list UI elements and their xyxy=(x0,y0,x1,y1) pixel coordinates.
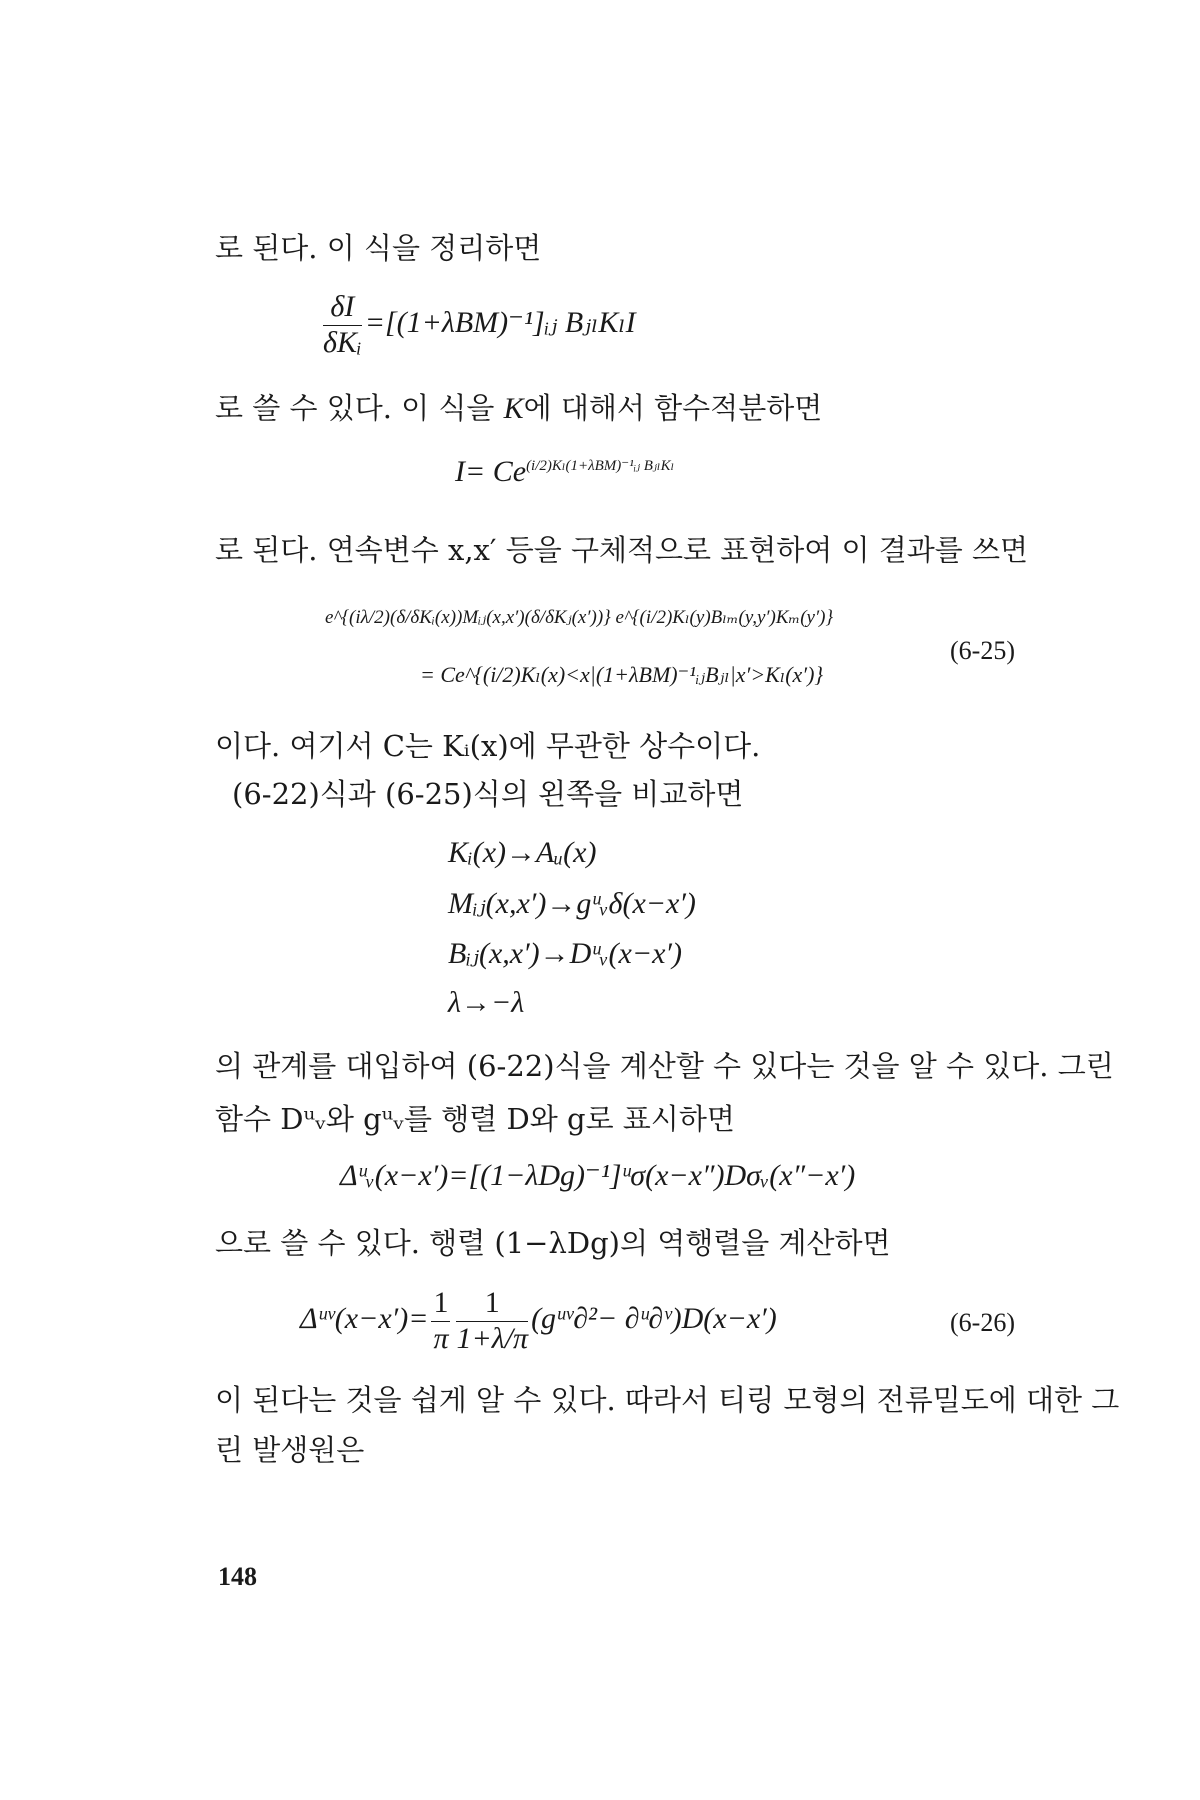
equation-1-denominator: δKᵢ xyxy=(323,325,362,359)
text-line-8: 으로 쓸 수 있다. 행렬 (1−λDg)의 역행렬을 계산하면 xyxy=(215,1226,891,1260)
equation-5-fraction-2-numerator: 1 xyxy=(456,1286,528,1322)
text-line-3: 로 된다. 연속변수 x,x′ 등을 구체적으로 표현하여 이 결과를 쓰면 xyxy=(215,533,1029,567)
equation-1 xyxy=(320,290,636,360)
text-line-10: 린 발생원은 xyxy=(215,1433,365,1467)
text-line-9: 이 된다는 것을 쉽게 알 수 있다. 따라서 티링 모형의 전류밀도에 대한 그 xyxy=(215,1383,1120,1417)
page-number: 148 xyxy=(218,1562,257,1591)
equation-5-fraction-2-denominator: 1+λ/π xyxy=(456,1321,529,1355)
equation-2 xyxy=(455,455,674,489)
text-line-5: (6-22)식과 (6-25)식의 왼쪽을 비교하면 xyxy=(232,777,744,811)
equation-5-fraction-2 xyxy=(456,1286,528,1356)
text-line-2-part-a: 로 쓸 수 있다. 이 식을 xyxy=(215,391,504,425)
text-line-6: 의 관계를 대입하여 (6-22)식을 계산할 수 있다는 것을 알 수 있다. 그린 xyxy=(215,1049,1114,1083)
equation-5-number: (6-26) xyxy=(950,1308,1015,1337)
equation-1-fraction xyxy=(323,290,362,360)
text-line-2-part-c: 에 대해서 함수적분하면 xyxy=(523,391,823,425)
equation-5-lhs: Δᵘᵛ(x−x′)= xyxy=(300,1301,429,1335)
equation-1-rhs: =[(1+λBM)⁻¹]ᵢⱼ BⱼₗKₗI xyxy=(364,305,636,339)
equation-3-number: (6-25) xyxy=(950,636,1015,665)
equation-5 xyxy=(300,1286,777,1356)
text-line-7: 함수 Dᵘᵥ와 gᵘᵥ를 행렬 D와 g로 표시하면 xyxy=(215,1102,735,1136)
equation-1-numerator: δI xyxy=(323,290,362,326)
equation-5-fraction-1 xyxy=(431,1286,450,1356)
text-line-2-symbol-k: K xyxy=(503,392,524,425)
mapping-3: Bᵢⱼ(x,x′)→Dᵘᵥ(x−x′) xyxy=(448,937,682,970)
equation-3-line-1: e^{(iλ/2)(δ/δKᵢ(x))Mᵢⱼ(x,x′)(δ/δKⱼ(x′))} e^{(i/2)Kₗ(y)Bₗₘ(y,y′)Kₘ(y′)} xyxy=(325,607,834,628)
text-line-2 xyxy=(215,392,822,427)
mapping-1: Kᵢ(x)→Aᵤ(x) xyxy=(448,836,597,869)
equation-2-lhs: I= Ce xyxy=(455,455,527,488)
text-line-4: 이다. 여기서 C는 Kᵢ(x)에 무관한 상수이다. xyxy=(215,729,761,763)
equation-5-rhs: (gᵘᵛ∂²− ∂ᵘ∂ᵛ)D(x−x′) xyxy=(531,1301,777,1335)
equation-3-line-2: = Ce^{(i/2)Kₗ(x)<x|(1+λBM)⁻¹ᵢⱼBⱼₗ|x′>Kₗ(x′)} xyxy=(420,662,824,687)
mapping-2: Mᵢⱼ(x,x′)→gᵘᵥδ(x−x′) xyxy=(448,887,696,920)
equation-5-fraction-1-denominator: π xyxy=(433,1321,449,1355)
text-line-1: 로 된다. 이 식을 정리하면 xyxy=(215,231,542,265)
equation-2-exponent: (i/2)Kₗ(1+λBM)⁻¹ᵢⱼ BⱼₗKₗ xyxy=(526,458,675,474)
equation-5-fraction-1-numerator: 1 xyxy=(431,1286,450,1322)
mapping-4: λ→−λ xyxy=(448,986,525,1019)
equation-4: Δᵘᵥ(x−x′)=[(1−λDg)⁻¹]ᵘσ(x−x″)Dσᵥ(x″−x′) xyxy=(340,1159,856,1192)
